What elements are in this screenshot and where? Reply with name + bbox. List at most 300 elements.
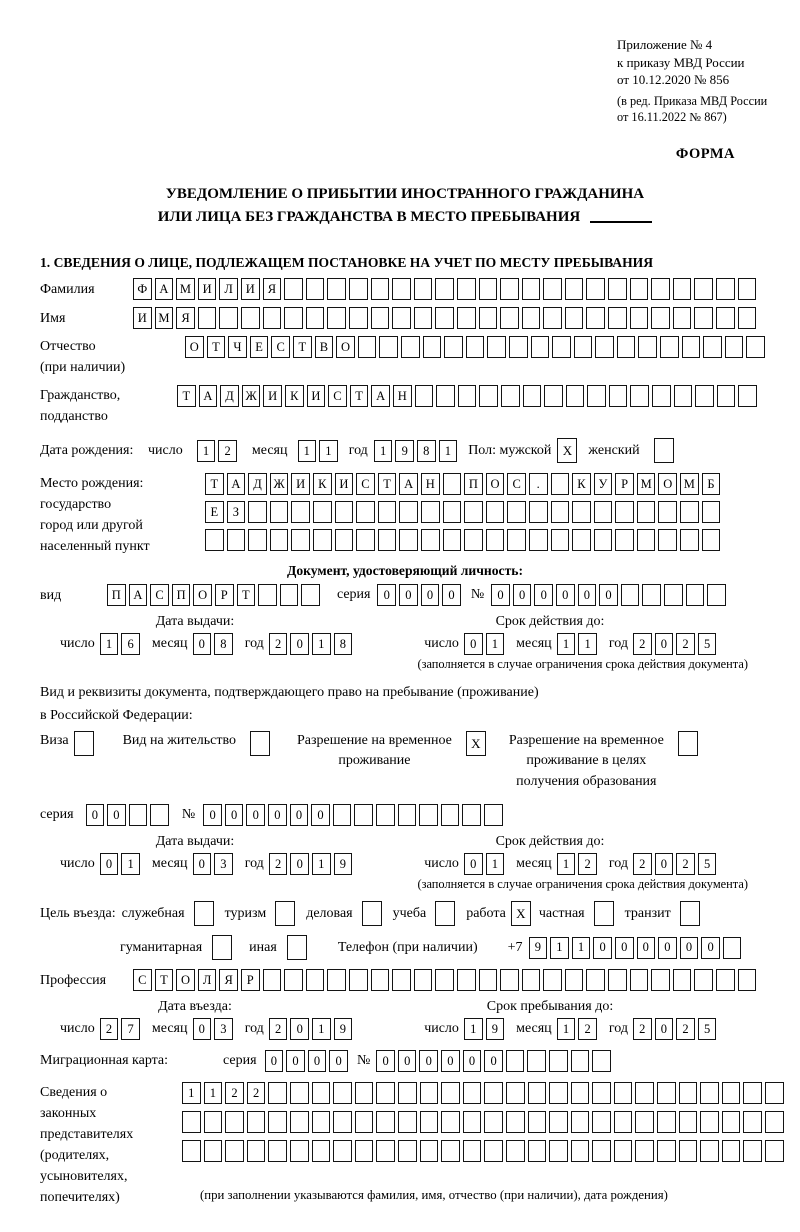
char-cell	[355, 1140, 374, 1162]
purpose-tourism-checkbox	[275, 901, 298, 926]
char-cell	[335, 501, 354, 523]
char-cell	[420, 1111, 439, 1133]
birth-place-row2-cells	[205, 501, 723, 523]
char-cell	[528, 1111, 547, 1133]
char-cell	[306, 307, 325, 329]
char-cell	[702, 529, 721, 551]
char-cell	[592, 1111, 611, 1133]
char-cell	[522, 969, 541, 991]
form-title	[40, 183, 770, 230]
char-cell	[630, 385, 649, 407]
char-cell	[523, 385, 542, 407]
month-label: месяц	[516, 856, 552, 871]
char-cell: 1	[100, 633, 119, 655]
char-cell: П	[464, 473, 483, 495]
char-cell	[716, 307, 735, 329]
char-cell	[479, 278, 498, 300]
char-cell	[586, 307, 605, 329]
char-cell: 2	[218, 440, 237, 462]
citizenship-row	[40, 385, 770, 427]
char-cell	[722, 1082, 741, 1104]
char-cell: И	[335, 473, 354, 495]
char-cell	[551, 501, 570, 523]
char-cell: .	[529, 473, 548, 495]
char-cell: 0	[329, 1050, 348, 1072]
month-label: месяц	[151, 636, 188, 652]
char-cell	[614, 1082, 633, 1104]
temporary-residence-checkbox	[466, 731, 489, 756]
form-label: ФОРМА	[675, 145, 735, 162]
char-cell	[247, 1111, 266, 1133]
char-cell	[287, 935, 307, 960]
char-cell	[205, 529, 224, 551]
char-cell	[376, 1111, 395, 1133]
char-cell: 1	[374, 440, 393, 462]
identity-document-heading: Документ, удостоверяющий личность:	[287, 563, 523, 579]
char-cell: 0	[225, 804, 244, 826]
char-cell	[637, 501, 656, 523]
stay-until-date	[424, 1018, 728, 1040]
order-reference	[617, 36, 770, 126]
char-cell	[362, 901, 382, 926]
char-cell	[657, 1082, 676, 1104]
char-cell	[462, 804, 481, 826]
purpose-official-checkbox	[194, 901, 217, 926]
char-cell	[435, 307, 454, 329]
char-cell: 0	[286, 1050, 305, 1072]
char-cell	[198, 307, 217, 329]
birth-year-cells	[374, 440, 460, 462]
citizenship-cells	[177, 385, 760, 407]
char-cell: Я	[176, 307, 195, 329]
char-cell	[529, 529, 548, 551]
char-cell	[722, 1111, 741, 1133]
issue-day-cells	[100, 633, 143, 655]
char-cell: С	[356, 473, 375, 495]
char-cell	[572, 501, 591, 523]
char-cell: Р	[241, 969, 260, 991]
char-cell: X	[557, 438, 577, 463]
char-cell: Л	[219, 278, 238, 300]
valid-year-cells	[633, 633, 719, 655]
given-name-cells	[133, 307, 759, 329]
residence-dates-row	[40, 853, 770, 875]
char-cell	[358, 336, 377, 358]
char-cell	[500, 307, 519, 329]
char-cell: Т	[350, 385, 369, 407]
char-cell	[312, 1111, 331, 1133]
char-cell	[507, 501, 526, 523]
valid-until-header: Срок действия до:	[495, 614, 605, 630]
char-cell: Я	[263, 278, 282, 300]
char-cell	[543, 278, 562, 300]
phone-label: Телефон (при наличии)	[337, 939, 478, 955]
section-1-heading: 1. СВЕДЕНИЯ О ЛИЦЕ, ПОДЛЕЖАЩЕМ ПОСТАНОВКЕ НА УЧЕТ ПО МЕСТУ ПРЕБЫВАНИЯ	[40, 255, 654, 271]
representatives-label: Сведения о законных представителях (родителях, усыновителях, попечителях)	[40, 1085, 134, 1205]
char-cell: 0	[491, 584, 510, 606]
char-cell: 0	[308, 1050, 327, 1072]
char-cell: А	[129, 584, 148, 606]
char-cell	[463, 1082, 482, 1104]
char-cell: 0	[534, 584, 553, 606]
char-cell	[463, 1140, 482, 1162]
char-cell	[642, 584, 661, 606]
char-cell	[268, 1140, 287, 1162]
char-cell: 1	[578, 633, 597, 655]
residence-permit-label: Вид на жительство	[122, 733, 236, 749]
char-cell	[376, 804, 395, 826]
purpose-study-label: учеба	[392, 905, 427, 921]
char-cell: Т	[177, 385, 196, 407]
char-cell	[486, 501, 505, 523]
char-cell	[371, 969, 390, 991]
char-cell	[392, 278, 411, 300]
char-cell	[466, 336, 485, 358]
char-cell: 9	[486, 1018, 505, 1040]
residence-series-cells	[86, 804, 172, 826]
sex-female-label: женский	[588, 442, 640, 458]
day-label: число	[424, 1021, 459, 1036]
char-cell	[441, 804, 460, 826]
char-cell	[204, 1140, 223, 1162]
patronymic-label: Отчество (при наличии)	[40, 339, 126, 376]
char-cell	[379, 336, 398, 358]
char-cell	[420, 1140, 439, 1162]
char-cell: А	[227, 473, 246, 495]
char-cell: 0	[399, 584, 418, 606]
char-cell	[335, 529, 354, 551]
identity-document-row	[40, 584, 770, 606]
char-cell	[652, 385, 671, 407]
char-cell: 0	[419, 1050, 438, 1072]
char-cell	[194, 901, 214, 926]
char-cell: З	[227, 501, 246, 523]
char-cell	[74, 731, 94, 756]
representatives-note: (при заполнении указываются фамилия, имя, отчество (при наличии), дата рождения)	[200, 1188, 668, 1202]
identity-valid-date	[424, 633, 728, 655]
char-cell: X	[511, 901, 531, 926]
char-cell	[464, 501, 483, 523]
char-cell: Т	[205, 473, 224, 495]
char-cell	[250, 731, 270, 756]
series-label: серия	[336, 587, 371, 603]
char-cell	[765, 1082, 784, 1104]
char-cell	[376, 1082, 395, 1104]
char-cell	[263, 307, 282, 329]
char-cell	[484, 1082, 503, 1104]
char-cell	[501, 385, 520, 407]
char-cell	[738, 278, 757, 300]
purpose-private-label: частная	[538, 905, 585, 921]
char-cell: 0	[484, 1050, 503, 1072]
char-cell: 5	[698, 1018, 717, 1040]
char-cell	[608, 307, 627, 329]
char-cell	[680, 501, 699, 523]
char-cell	[414, 307, 433, 329]
char-cell	[376, 1140, 395, 1162]
char-cell	[716, 278, 735, 300]
char-cell	[638, 336, 657, 358]
char-cell: 0	[376, 1050, 395, 1072]
char-cell	[694, 307, 713, 329]
profession-cells	[133, 969, 759, 991]
char-cell	[479, 307, 498, 329]
char-cell	[241, 307, 260, 329]
char-cell	[595, 336, 614, 358]
char-cell	[635, 1082, 654, 1104]
char-cell: 1	[182, 1082, 201, 1104]
char-cell	[182, 1111, 201, 1133]
char-cell: 0	[377, 584, 396, 606]
char-cell	[657, 1140, 676, 1162]
char-cell: 0	[193, 633, 212, 655]
char-cell	[594, 529, 613, 551]
year-label: год	[608, 636, 628, 652]
char-cell	[549, 1111, 568, 1133]
purpose-work-checkbox	[511, 901, 534, 926]
birth-day-cells	[197, 440, 240, 462]
char-cell: 2	[269, 633, 288, 655]
char-cell: 1	[298, 440, 317, 462]
migration-card-label: Миграционная карта:	[40, 1053, 169, 1068]
char-cell	[500, 278, 519, 300]
char-cell	[608, 969, 627, 991]
char-cell	[280, 584, 299, 606]
char-cell	[306, 278, 325, 300]
char-cell	[457, 307, 476, 329]
char-cell	[463, 1111, 482, 1133]
char-cell	[270, 529, 289, 551]
char-cell	[291, 501, 310, 523]
char-cell: О	[486, 473, 505, 495]
day-label: число	[424, 636, 459, 652]
char-cell	[436, 385, 455, 407]
appendix-line-3: от 10.12.2020 № 856	[617, 72, 730, 88]
char-cell	[506, 1140, 525, 1162]
char-cell: О	[193, 584, 212, 606]
sex-female-checkbox	[654, 438, 677, 463]
identity-date-headers	[40, 614, 770, 630]
document-series-cells	[377, 584, 463, 606]
char-cell	[673, 307, 692, 329]
purpose-business-label: деловая	[306, 905, 353, 921]
char-cell	[765, 1111, 784, 1133]
char-cell: 2	[633, 633, 652, 655]
char-cell	[290, 1140, 309, 1162]
issue-date-header: Дата выдачи:	[155, 614, 235, 630]
char-cell	[527, 1050, 546, 1072]
char-cell: С	[507, 473, 526, 495]
number-label: №	[470, 587, 485, 603]
char-cell: Р	[215, 584, 234, 606]
identity-dates-row	[40, 633, 770, 655]
char-cell	[679, 1111, 698, 1133]
char-cell: П	[172, 584, 191, 606]
given-name-row	[40, 307, 770, 329]
char-cell	[371, 278, 390, 300]
phone-cells	[529, 937, 745, 959]
char-cell: 2	[633, 853, 652, 875]
valid-until-header: Срок действия до:	[495, 834, 605, 849]
char-cell	[333, 1082, 352, 1104]
char-cell	[506, 1050, 525, 1072]
char-cell: 1	[439, 440, 458, 462]
representatives-row	[40, 1082, 770, 1208]
purpose-humanitarian-checkbox	[212, 935, 235, 960]
form-title-line2: ИЛИ ЛИЦА БЕЗ ГРАЖДАНСТВА В МЕСТО ПРЕБЫВАНИЯ	[40, 206, 770, 229]
char-cell: 1	[550, 937, 569, 959]
char-cell	[500, 969, 519, 991]
char-cell	[522, 307, 541, 329]
char-cell: 0	[578, 584, 597, 606]
surname-cells	[133, 278, 759, 300]
char-cell	[399, 501, 418, 523]
char-cell: 2	[578, 853, 597, 875]
char-cell: Ч	[228, 336, 247, 358]
char-cell	[587, 385, 606, 407]
char-cell	[371, 307, 390, 329]
char-cell	[700, 1082, 719, 1104]
year-label: год	[244, 1021, 264, 1036]
representatives-row3-cells	[182, 1140, 787, 1162]
series-label: серия	[40, 807, 74, 822]
identity-issue-date	[60, 633, 364, 655]
char-cell: М	[176, 278, 195, 300]
char-cell	[129, 804, 148, 826]
purpose-work-label: работа	[466, 905, 506, 921]
char-cell: 1	[204, 1082, 223, 1104]
char-cell	[313, 501, 332, 523]
char-cell: 1	[557, 1018, 576, 1040]
char-cell: А	[155, 278, 174, 300]
char-cell	[592, 1082, 611, 1104]
char-cell	[457, 278, 476, 300]
char-cell	[694, 969, 713, 991]
char-cell: 2	[100, 1018, 119, 1040]
char-cell: С	[328, 385, 347, 407]
char-cell	[615, 501, 634, 523]
char-cell: И	[133, 307, 152, 329]
purpose-official-label: служебная	[121, 905, 185, 921]
char-cell	[248, 501, 267, 523]
char-cell	[421, 529, 440, 551]
char-cell	[722, 1140, 741, 1162]
document-number-cells	[491, 584, 729, 606]
char-cell: 0	[107, 804, 126, 826]
char-cell	[565, 307, 584, 329]
char-cell: 0	[464, 633, 483, 655]
char-cell	[571, 1050, 590, 1072]
char-cell	[484, 1140, 503, 1162]
char-cell: Ж	[242, 385, 261, 407]
char-cell: А	[371, 385, 390, 407]
purpose-private-checkbox	[594, 901, 617, 926]
issue-year-cells	[269, 633, 355, 655]
char-cell: Т	[155, 969, 174, 991]
char-cell	[258, 584, 277, 606]
char-cell	[306, 969, 325, 991]
char-cell	[572, 529, 591, 551]
char-cell	[398, 1140, 417, 1162]
year-label: год	[608, 856, 628, 871]
char-cell	[637, 529, 656, 551]
char-cell: Н	[393, 385, 412, 407]
char-cell	[700, 1111, 719, 1133]
char-cell	[738, 385, 757, 407]
char-cell	[443, 473, 462, 495]
char-cell	[444, 336, 463, 358]
char-cell	[398, 804, 417, 826]
char-cell: 1	[197, 440, 216, 462]
visa-option-label: Виза	[40, 733, 69, 749]
char-cell	[630, 969, 649, 991]
visa-checkbox	[74, 731, 97, 756]
issue-year-cells	[269, 853, 355, 875]
form-title-line1: УВЕДОМЛЕНИЕ О ПРИБЫТИИ ИНОСТРАННОГО ГРАЖДАНИНА	[165, 185, 645, 202]
char-cell	[529, 501, 548, 523]
char-cell	[247, 1140, 266, 1162]
char-cell	[441, 1082, 460, 1104]
char-cell: Д	[248, 473, 267, 495]
char-cell	[543, 307, 562, 329]
char-cell: 2	[269, 1018, 288, 1040]
char-cell	[290, 1082, 309, 1104]
char-cell	[399, 529, 418, 551]
char-cell	[414, 969, 433, 991]
char-cell: О	[176, 969, 195, 991]
stay-month-cells	[557, 1018, 600, 1040]
valid-month-cells	[557, 853, 600, 875]
char-cell: М	[155, 307, 174, 329]
char-cell	[327, 278, 346, 300]
char-cell	[592, 1050, 611, 1072]
char-cell	[594, 501, 613, 523]
char-cell: 2	[269, 853, 288, 875]
char-cell	[284, 278, 303, 300]
appendix-line-2: к приказу МВД России	[617, 54, 745, 70]
char-cell	[686, 584, 705, 606]
residence-number-cells	[203, 804, 505, 826]
char-cell	[291, 529, 310, 551]
char-cell	[651, 278, 670, 300]
char-cell: 0	[290, 1018, 309, 1040]
char-cell	[284, 307, 303, 329]
char-cell: 0	[513, 584, 532, 606]
purpose-other-label: иная	[249, 939, 277, 955]
issue-month-cells	[193, 633, 236, 655]
char-cell	[479, 385, 498, 407]
char-cell	[301, 584, 320, 606]
char-cell	[378, 529, 397, 551]
day-label: число	[424, 856, 459, 871]
patronymic-row	[40, 336, 770, 378]
char-cell	[479, 969, 498, 991]
char-cell	[586, 278, 605, 300]
residence-document-options	[40, 731, 770, 792]
char-cell	[658, 501, 677, 523]
char-cell	[270, 501, 289, 523]
char-cell: Т	[237, 584, 256, 606]
char-cell: М	[637, 473, 656, 495]
char-cell	[487, 336, 506, 358]
char-cell: 6	[121, 633, 140, 655]
char-cell: Ф	[133, 278, 152, 300]
issue-month-cells	[193, 853, 236, 875]
char-cell	[312, 1140, 331, 1162]
char-cell: 0	[100, 853, 119, 875]
char-cell	[635, 1140, 654, 1162]
char-cell	[227, 529, 246, 551]
